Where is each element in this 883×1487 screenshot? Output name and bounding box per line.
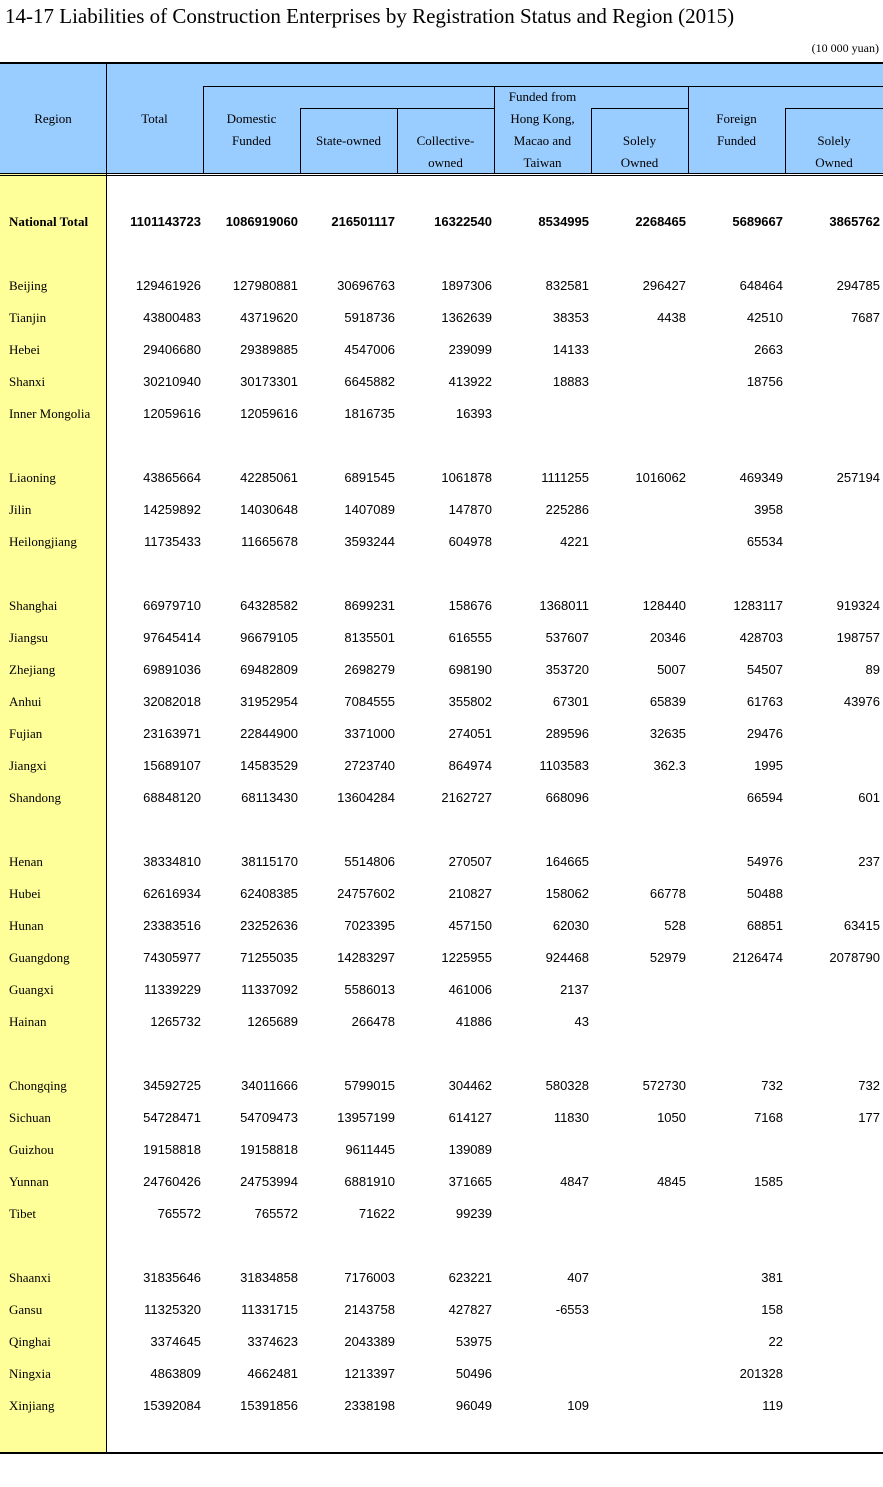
- value-cell: 66979710: [143, 598, 201, 613]
- value-cell: 3593244: [344, 534, 395, 549]
- value-cell: 461006: [448, 982, 492, 997]
- table-row: [0, 878, 883, 910]
- value-cell: 14133: [552, 342, 589, 357]
- value-cell: 8135501: [344, 630, 395, 645]
- value-cell: 381: [761, 1270, 783, 1285]
- value-cell: 5007: [657, 662, 686, 677]
- value-cell: 296427: [642, 278, 686, 293]
- value-cell: 66778: [649, 886, 686, 901]
- value-cell: 289596: [545, 726, 589, 741]
- value-cell: 371665: [448, 1174, 492, 1189]
- region-cell: Hebei: [9, 342, 41, 357]
- region-cell: Anhui: [9, 694, 42, 709]
- value-cell: 16393: [455, 406, 492, 421]
- value-cell: 15392084: [143, 1398, 201, 1413]
- value-cell: 66594: [746, 790, 783, 805]
- table-row: [0, 1198, 883, 1230]
- value-cell: -6553: [555, 1302, 589, 1317]
- header-domestic-funded: Domestic Funded: [226, 111, 277, 148]
- value-cell: 96049: [455, 1398, 492, 1413]
- header-hmt-funded: Funded from Hong Kong, Macao and Taiwan: [508, 89, 577, 170]
- region-cell: Hainan: [9, 1014, 47, 1029]
- value-cell: 99239: [455, 1206, 492, 1221]
- value-cell: 158: [761, 1302, 783, 1317]
- value-cell: 54709473: [240, 1110, 298, 1125]
- value-cell: 616555: [448, 630, 492, 645]
- value-cell: 270507: [448, 854, 492, 869]
- value-cell: 6645882: [344, 374, 395, 389]
- value-cell: 2143758: [344, 1302, 395, 1317]
- value-cell: 413922: [448, 374, 492, 389]
- value-cell: 147870: [448, 502, 492, 517]
- value-cell: 24757602: [337, 886, 395, 901]
- value-cell: 1050: [657, 1110, 686, 1125]
- value-cell: 237: [858, 854, 880, 869]
- value-cell: 1265689: [247, 1014, 298, 1029]
- value-cell: 164665: [545, 854, 589, 869]
- value-cell: 225286: [545, 502, 589, 517]
- value-cell: 614127: [448, 1110, 492, 1125]
- table-row: [0, 206, 883, 238]
- value-cell: 69891036: [143, 662, 201, 677]
- header-collective-owned: Collective- owned: [416, 133, 475, 170]
- value-cell: 1225955: [441, 950, 492, 965]
- value-cell: 65534: [746, 534, 783, 549]
- value-cell: 30696763: [337, 278, 395, 293]
- value-cell: 4438: [657, 310, 686, 325]
- value-cell: 427827: [448, 1302, 492, 1317]
- table-row: [0, 942, 883, 974]
- value-cell: 7687: [851, 310, 880, 325]
- value-cell: 601: [858, 790, 880, 805]
- region-cell: Heilongjiang: [9, 534, 77, 549]
- table-row: [0, 1294, 883, 1326]
- value-cell: 648464: [739, 278, 783, 293]
- value-cell: 11665678: [241, 534, 298, 549]
- bottom-rule: [0, 1452, 883, 1454]
- value-cell: 9611445: [345, 1142, 395, 1157]
- table-row: [0, 1390, 883, 1422]
- value-cell: 22844900: [240, 726, 298, 741]
- value-cell: 2268465: [635, 214, 686, 229]
- value-cell: 765572: [254, 1206, 298, 1221]
- value-cell: 1111255: [541, 470, 589, 485]
- value-cell: 4662481: [247, 1366, 298, 1381]
- value-cell: 31834858: [240, 1270, 298, 1285]
- value-cell: 177: [858, 1110, 880, 1125]
- region-cell: Chongqing: [9, 1078, 67, 1093]
- value-cell: 11337092: [241, 982, 298, 997]
- table-row: [0, 1102, 883, 1134]
- value-cell: 29389885: [240, 342, 298, 357]
- value-cell: 698190: [448, 662, 492, 677]
- value-cell: 7176003: [344, 1270, 395, 1285]
- table-row: [0, 1326, 883, 1358]
- value-cell: 457150: [448, 918, 492, 933]
- region-cell: Inner Mongolia: [9, 406, 91, 421]
- value-cell: 11830: [553, 1110, 589, 1125]
- value-cell: 3374645: [150, 1334, 201, 1349]
- value-cell: 89: [865, 662, 880, 677]
- table-row: [0, 846, 883, 878]
- header-total: Total: [141, 111, 168, 126]
- value-cell: 11325320: [144, 1302, 201, 1317]
- value-cell: 19158818: [143, 1142, 201, 1157]
- region-cell: Liaoning: [9, 470, 56, 485]
- value-cell: 14583529: [240, 758, 298, 773]
- region-cell: Guizhou: [9, 1142, 54, 1157]
- value-cell: 469349: [739, 470, 783, 485]
- value-cell: 1362639: [441, 310, 492, 325]
- header-rule: [300, 108, 494, 109]
- value-cell: 1265732: [150, 1014, 201, 1029]
- table-title: 14-17 Liabilities of Construction Enterprises by Registration Status and Region (2015): [5, 4, 735, 28]
- value-cell: 8534995: [538, 214, 589, 229]
- table-row: [0, 462, 883, 494]
- value-cell: 239099: [448, 342, 492, 357]
- value-cell: 7023395: [344, 918, 395, 933]
- value-cell: 68851: [746, 918, 783, 933]
- header-hmt-solely-owned: Solely Owned: [620, 133, 659, 170]
- region-cell: National Total: [9, 214, 89, 229]
- value-cell: 14030648: [240, 502, 298, 517]
- table-row: [0, 654, 883, 686]
- region-cell: Jilin: [9, 502, 32, 517]
- value-cell: 8699231: [344, 598, 395, 613]
- table-row: [0, 366, 883, 398]
- value-cell: 128440: [642, 598, 686, 613]
- value-cell: 64328582: [240, 598, 298, 613]
- value-cell: 42285061: [240, 470, 298, 485]
- value-cell: 38334810: [143, 854, 201, 869]
- value-cell: 32082018: [143, 694, 201, 709]
- value-cell: 97645414: [143, 630, 201, 645]
- value-cell: 668096: [545, 790, 589, 805]
- value-cell: 62030: [552, 918, 589, 933]
- table-row: [0, 1358, 883, 1390]
- value-cell: 5799015: [344, 1078, 395, 1093]
- value-cell: 5586013: [344, 982, 395, 997]
- table-row: [0, 974, 883, 1006]
- header-region: Region: [34, 111, 72, 126]
- value-cell: 43800483: [143, 310, 201, 325]
- value-cell: 11735433: [144, 534, 201, 549]
- region-cell: Shaanxi: [9, 1270, 51, 1285]
- value-cell: 15689107: [143, 758, 201, 773]
- region-cell: Shanghai: [9, 598, 58, 613]
- table-row: [0, 910, 883, 942]
- region-cell: Hubei: [9, 886, 41, 901]
- value-cell: 3958: [754, 502, 783, 517]
- region-cell: Sichuan: [9, 1110, 51, 1125]
- value-cell: 65839: [649, 694, 686, 709]
- value-cell: 22: [768, 1334, 783, 1349]
- value-cell: 13604284: [337, 790, 395, 805]
- table-row: [0, 718, 883, 750]
- value-cell: 2137: [560, 982, 589, 997]
- top-rule: [0, 62, 883, 64]
- value-cell: 38353: [552, 310, 589, 325]
- value-cell: 528: [664, 918, 686, 933]
- value-cell: 14283297: [337, 950, 395, 965]
- header-state-owned: State-owned: [316, 133, 381, 148]
- region-cell: Hunan: [9, 918, 44, 933]
- value-cell: 34011666: [241, 1078, 298, 1093]
- region-cell: Guangxi: [9, 982, 54, 997]
- value-cell: 572730: [642, 1078, 686, 1093]
- table-row: [0, 750, 883, 782]
- value-cell: 119: [762, 1398, 783, 1413]
- value-cell: 832581: [545, 278, 589, 293]
- table-row: [0, 526, 883, 558]
- value-cell: 30210940: [143, 374, 201, 389]
- unit-label: (10 000 yuan): [811, 41, 879, 55]
- value-cell: 14259892: [143, 502, 201, 517]
- region-cell: Shanxi: [9, 374, 46, 389]
- value-cell: 3371000: [344, 726, 395, 741]
- value-cell: 158062: [545, 886, 589, 901]
- value-cell: 4221: [560, 534, 589, 549]
- value-cell: 5689667: [732, 214, 783, 229]
- value-cell: 5514806: [344, 854, 395, 869]
- region-cell: Jiangsu: [9, 630, 48, 645]
- value-cell: 1016062: [635, 470, 686, 485]
- value-cell: 16322540: [434, 214, 492, 229]
- value-cell: 4863809: [150, 1366, 201, 1381]
- value-cell: 3865762: [829, 214, 880, 229]
- value-cell: 353720: [545, 662, 589, 677]
- value-cell: 2126474: [732, 950, 783, 965]
- table-row: [0, 1006, 883, 1038]
- value-cell: 304462: [448, 1078, 492, 1093]
- value-cell: 1816735: [344, 406, 395, 421]
- value-cell: 24753994: [240, 1174, 298, 1189]
- region-cell: Shandong: [9, 790, 61, 805]
- value-cell: 129461926: [135, 278, 201, 293]
- header-foreign-funded: Foreign Funded: [716, 111, 757, 148]
- value-cell: 1061878: [441, 470, 492, 485]
- table-row: [0, 686, 883, 718]
- value-cell: 23383516: [143, 918, 201, 933]
- region-cell: Guangdong: [9, 950, 70, 965]
- value-cell: 2723740: [344, 758, 395, 773]
- value-cell: 407: [567, 1270, 589, 1285]
- value-cell: 732: [761, 1078, 783, 1093]
- value-cell: 53975: [455, 1334, 492, 1349]
- table-row: [0, 590, 883, 622]
- region-cell: Fujian: [9, 726, 43, 741]
- value-cell: 2338198: [344, 1398, 395, 1413]
- value-cell: 537607: [545, 630, 589, 645]
- value-cell: 864974: [448, 758, 492, 773]
- region-cell: Jiangxi: [9, 758, 47, 773]
- value-cell: 127980881: [232, 278, 298, 293]
- value-cell: 1995: [754, 758, 783, 773]
- table-row: [0, 1070, 883, 1102]
- value-cell: 23163971: [143, 726, 201, 741]
- value-cell: 2663: [754, 342, 783, 357]
- table-row: [0, 494, 883, 526]
- table-row: [0, 1166, 883, 1198]
- value-cell: 62616934: [143, 886, 201, 901]
- value-cell: 1407089: [344, 502, 395, 517]
- table-row: [0, 302, 883, 334]
- value-cell: 63415: [843, 918, 880, 933]
- table-row: [0, 334, 883, 366]
- value-cell: 924468: [545, 950, 589, 965]
- value-cell: 201328: [739, 1366, 783, 1381]
- value-cell: 38115170: [241, 854, 298, 869]
- value-cell: 42510: [746, 310, 783, 325]
- value-cell: 50488: [746, 886, 783, 901]
- value-cell: 1103583: [539, 758, 589, 773]
- value-cell: 216501117: [331, 214, 395, 229]
- value-cell: 34592725: [143, 1078, 201, 1093]
- region-cell: Zhejiang: [9, 662, 56, 677]
- value-cell: 1086919060: [225, 214, 298, 229]
- value-cell: 2162727: [441, 790, 492, 805]
- value-cell: 61763: [746, 694, 783, 709]
- value-cell: 732: [858, 1078, 880, 1093]
- value-cell: 2043389: [344, 1334, 395, 1349]
- value-cell: 71255035: [240, 950, 298, 965]
- table-row: [0, 1262, 883, 1294]
- value-cell: 294785: [836, 278, 880, 293]
- region-cell: Tibet: [9, 1206, 36, 1221]
- header-foreign-solely-owned: Solely Owned: [815, 133, 853, 170]
- value-cell: 52979: [649, 950, 686, 965]
- value-cell: 31835646: [143, 1270, 201, 1285]
- value-cell: 362.3: [653, 758, 686, 773]
- region-cell: Ningxia: [9, 1366, 51, 1381]
- value-cell: 1101143723: [130, 214, 201, 229]
- table-row: [0, 782, 883, 814]
- value-cell: 54728471: [143, 1110, 201, 1125]
- value-cell: 71622: [358, 1206, 395, 1221]
- value-cell: 13957199: [337, 1110, 395, 1125]
- value-cell: 41886: [455, 1014, 492, 1029]
- value-cell: 5918736: [344, 310, 395, 325]
- value-cell: 7084555: [344, 694, 395, 709]
- value-cell: 428703: [739, 630, 783, 645]
- value-cell: 96679105: [240, 630, 298, 645]
- value-cell: 62408385: [240, 886, 298, 901]
- value-cell: 30173301: [240, 374, 298, 389]
- value-cell: 623221: [448, 1270, 492, 1285]
- value-cell: 54507: [746, 662, 783, 677]
- value-cell: 919324: [836, 598, 880, 613]
- value-cell: 12059616: [143, 406, 201, 421]
- value-cell: 50496: [455, 1366, 492, 1381]
- value-cell: 43: [574, 1014, 589, 1029]
- value-cell: 1283117: [733, 598, 783, 613]
- value-cell: 139089: [448, 1142, 492, 1157]
- value-cell: 67301: [552, 694, 589, 709]
- value-cell: 68113430: [241, 790, 298, 805]
- value-cell: 18883: [552, 374, 589, 389]
- value-cell: 31952954: [240, 694, 298, 709]
- value-cell: 1897306: [441, 278, 492, 293]
- value-cell: 43976: [843, 694, 880, 709]
- value-cell: 4847: [560, 1174, 589, 1189]
- value-cell: 765572: [157, 1206, 201, 1221]
- value-cell: 2078790: [829, 950, 880, 965]
- table-row: [0, 1134, 883, 1166]
- value-cell: 43719620: [240, 310, 298, 325]
- region-cell: Xinjiang: [9, 1398, 55, 1413]
- region-cell: Tianjin: [9, 310, 47, 325]
- value-cell: 210827: [448, 886, 492, 901]
- value-cell: 580328: [545, 1078, 589, 1093]
- region-cell: Beijing: [9, 278, 48, 293]
- value-cell: 11331715: [241, 1302, 298, 1317]
- value-cell: 11339229: [144, 982, 201, 997]
- table-row: [0, 270, 883, 302]
- value-cell: 54976: [746, 854, 783, 869]
- value-cell: 198757: [836, 630, 880, 645]
- value-cell: 158676: [448, 598, 492, 613]
- value-cell: 18756: [746, 374, 783, 389]
- header-rule: [591, 108, 688, 109]
- value-cell: 43865664: [143, 470, 201, 485]
- value-cell: 24760426: [143, 1174, 201, 1189]
- value-cell: 6891545: [344, 470, 395, 485]
- value-cell: 266478: [351, 1014, 395, 1029]
- value-cell: 1213397: [344, 1366, 395, 1381]
- header-rule: [785, 108, 883, 109]
- region-cell: Henan: [9, 854, 43, 869]
- value-cell: 32635: [649, 726, 686, 741]
- value-cell: 1585: [754, 1174, 783, 1189]
- value-cell: 23252636: [240, 918, 298, 933]
- region-cell: Gansu: [9, 1302, 43, 1317]
- value-cell: 2698279: [344, 662, 395, 677]
- value-cell: 20346: [649, 630, 686, 645]
- value-cell: 257194: [836, 470, 880, 485]
- value-cell: 19158818: [240, 1142, 298, 1157]
- table-row: [0, 622, 883, 654]
- value-cell: 6881910: [344, 1174, 395, 1189]
- value-cell: 1368011: [539, 598, 589, 613]
- table-row: [0, 398, 883, 430]
- value-cell: 15391856: [240, 1398, 298, 1413]
- value-cell: 274051: [448, 726, 492, 741]
- region-cell: Yunnan: [9, 1174, 49, 1189]
- value-cell: 3374623: [247, 1334, 298, 1349]
- value-cell: 604978: [448, 534, 492, 549]
- value-cell: 29476: [746, 726, 783, 741]
- value-cell: 7168: [754, 1110, 783, 1125]
- value-cell: 12059616: [240, 406, 298, 421]
- value-cell: 4845: [657, 1174, 686, 1189]
- region-cell: Qinghai: [9, 1334, 51, 1349]
- value-cell: 68848120: [143, 790, 201, 805]
- value-cell: 74305977: [143, 950, 201, 965]
- value-cell: 109: [567, 1398, 589, 1413]
- value-cell: 29406680: [143, 342, 201, 357]
- value-cell: 69482809: [240, 662, 298, 677]
- value-cell: 355802: [448, 694, 492, 709]
- value-cell: 4547006: [344, 342, 395, 357]
